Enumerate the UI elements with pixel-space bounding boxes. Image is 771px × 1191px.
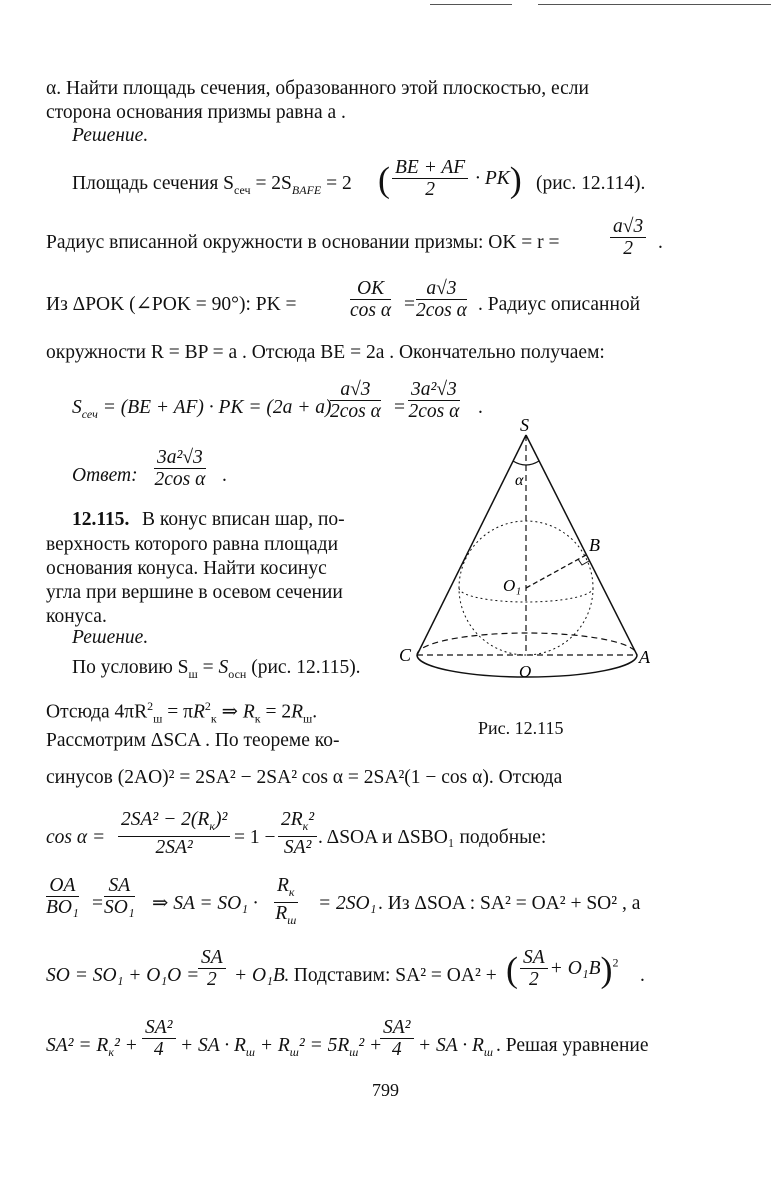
fraction: SA 2 [198,948,226,991]
text: Решение. [72,125,149,146]
formula: Площадь сечения $S_{сеч} = 2S_{BAFE} = 2$ [72,173,352,197]
figure-caption: Рис. 12.115 [478,718,564,738]
text: Решение. [72,627,149,648]
answer-label: Ответ: [72,465,138,486]
text: . Из ΔSOA : SA² = OA² + SO² , а [378,893,641,914]
label-alpha: α [515,472,524,489]
text: В конус вписан шар, по- [142,509,345,530]
label-a: A [639,647,650,667]
cone-right-edge [526,435,637,655]
answer-line: Ответ: 3a²√3 2cos α . [72,447,227,490]
text: α. Найти площадь сечения, образованного этой плоскостью, если [46,78,589,99]
text: окружности R = BP = a . Отсюда BE = 2a . Окончательно получаем: [46,342,605,363]
text: Из ΔPOK (∠POK = 90°): PK = [46,294,297,315]
fraction: a√3 2cos α [416,278,467,321]
page-number: 799 [372,1080,399,1100]
text: угла при вершине в осевом сечении [46,582,343,603]
formula-parens: ( $\frac{SA}{2}$ + O₁B)$^2$ [506,947,619,990]
text: основания конуса. Найти косинус [46,558,327,579]
radius-o1b [526,555,586,588]
text: Рассмотрим ΔSCA . По теореме ко- [46,730,340,751]
formula-line: cos α = $2SA^2 - 2(R_к)^2$ 2SA² = 1 − $2R_к^2$ SA² . ΔSOA и ΔSBO₁ подобные: [46,809,547,858]
fraction: SA SO₁ [104,875,135,918]
text: Площадь сечения S [72,173,235,194]
formula-line: OA BO₁ = SA SO₁ ⇒ SA = SO₁ · $R_к$ $R_ш$ = 2SO₁ . Из ΔSOA : SA² = OA² + SO² , а [0,876,771,930]
text: Отсюда 4πR [46,701,148,723]
label-o: O [519,662,532,681]
label-o1: O₁ [503,576,522,595]
text: . ΔSOA и ΔSBO₁ подобные: [318,827,547,848]
formula-line: $S_{сеч} = (BE + AF)$ · PK = (2a + a) a√3 2cos α = 3a²√3 2cos α . [72,379,483,422]
formula-line: SO = SO₁ + O₁O = SA 2 + O₁B . Подставим: SA² = OA² + ( $\frac{SA}{2}$ + O₁B)$^2$ . [46,947,645,990]
text: . Радиус описанной [478,294,641,315]
text: По условию S [72,657,189,678]
fraction: $2SA^2 - 2(R_к)^2$ 2SA² [118,810,230,859]
text: = 2S [250,173,292,194]
fraction: OK cos α [350,278,392,321]
cone-figure [395,415,675,705]
fraction: SA² 4 [380,1018,414,1061]
fraction: a√3 2cos α [330,379,381,422]
header-rule-1 [430,4,512,5]
fraction: SA² 4 [142,1018,176,1061]
fraction: 3a²√3 2cos α [408,379,460,422]
cone-left-edge [417,435,526,655]
fraction: OA BO₁ [46,875,79,918]
text: Радиус вписанной окружности в основании призмы: OK = r = [46,232,560,253]
label-s: S [520,415,529,435]
text: . Решая уравнение [496,1035,649,1056]
header-rule-2 [538,4,771,5]
text: сторона основания призмы равна a . [46,102,346,123]
text: . [312,701,318,723]
base-back [417,633,637,655]
text: . Подставим: SA² = OA² + [284,965,497,986]
formula-line: $SA^2 = R_к^2$ + SA² 4 + SA · $R_ш + R_ш^2 = 5R_ш^2$ + SA² 4 + SA · $R_ш$ . Решая уравнение [46,1017,649,1060]
answer-fraction: 3a²√3 2cos α [154,447,206,490]
fraction: $R_к$ $R_ш$ [275,875,297,927]
formula-line [0,158,771,214]
formula-parens: ( $\frac{BE + AF}{2}$ · PK) [378,157,522,200]
formula-line: Радиус вписанной окружности в основании призмы: OK = r = a√3 2 . [46,216,663,259]
label-b: B [589,535,600,555]
problem-number: 12.115. [72,509,130,530]
text: (рис. 12.115). [246,657,361,678]
fraction: $2R_к^2$ SA² [278,810,317,859]
apex-angle-arc [513,461,539,465]
text: (рис. 12.114). [536,173,646,194]
label-c: C [399,645,412,665]
text: конуса. [46,606,107,627]
formula-line: Из ΔPOK (∠POK = 90°): PK = OK cos α = a√3 2cos α . Радиус описанной [46,278,641,321]
text: верхность которого равна площади [46,534,339,555]
text: синусов (2AO)² = 2SA² − 2SA² cos α = 2SA²(1 − cos α). Отсюда [46,767,563,788]
fraction: a√3 2 [610,217,646,260]
